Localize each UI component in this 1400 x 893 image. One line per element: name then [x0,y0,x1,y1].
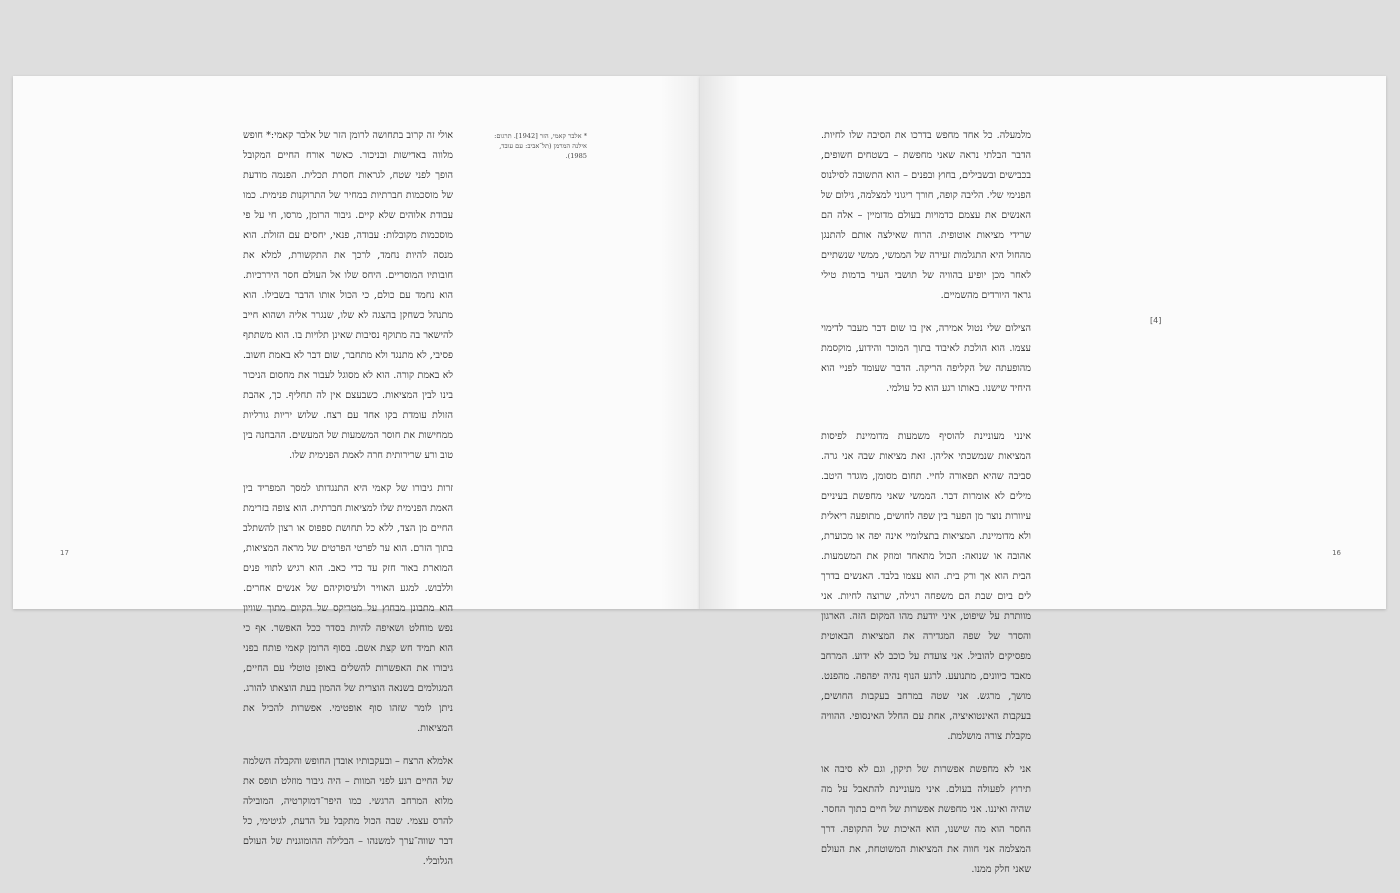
book-spread [13,76,1386,875]
paragraph: מלמעלה. כל אחד מחפש בדרכו את הסיבה שלו לחיות. הדבר הבלתי נראה שאני מחפשת – בשטחים חשופים, בכבישים ובשבילים, בחוץ ובפנים – הוא התשובה לסילנוס הפנימי שלי. הליבה קופה, חורך ריגוני למצלמה, גילום של האנשים את עצמם כדמויות בעולם מדומיין – אלה הם שרידי מציאות אוטופית. הרוח שאילצה אותם להתנגן מהחול היא התגלמות זעירה של הממשי, ממשי שנשתיים לאחר מכן יופיע בהוויה של תושבי העיר בדמות טילי גראד היורדים מהשמיים. [821,130,1031,301]
gutter-shadow [700,76,740,609]
paragraph: זרות גיבורו של קאמי היא התנגדותו למסך המפריד בין האמת הפנימית שלו למציאות חברתית. הוא צופה בזרימת החיים מן הצד, ללא כל תחושת ספפוס או רצון להשתלב בתוך הזרם. הוא ער לפרטי הפרטים של מראה המציאות, המוארת באור חזק עד כדי כאב. הוא רגיש לתווי פנים וללבוש. למגע האוויר ולעיסוקיהם של אנשים אחרים. הוא מתבונן מבחוץ על מטריקס של הקיום מתוך שוויון נפש מוחלט ושאיפה להיות בסדר ככל האפשר. אף כי הוא תמיד חש קצת אשם. בסוף הרומן קאמי פותח בפני גיבורו את האפשרות להשלים באופן טוטלי עם החיים, המגולמים בשנאה הוצרית של ההמון בעת הוצאתו להורג. ניתן לומר שזהו סוף אופטימי. אפשרות להכיל את המציאות. [242,483,453,734]
paragraph: אולי זה קרוב בתחושה לרומן הזר של אלבר קאמי:* חופש מלווה באדישות ובניכור. כאשר אורח החיים המקובל הופך לפני שטח, לגראות חסרת תכלית. הפנמה מודעת של מוסכמות חברתיות במחיר של התרוקנות פנימית. כמו עבודת אלוהים שלא קיים. גיבור הרומן, מרסו, חי על פי מוסכמות מקובלות: עבודה, פנאי, יחסים עם הזולת. הוא מנסה להיות נחמד, לרכך את התקשורת, למלא את חובותיו המוסריים. היחס שלו אל העולם חסר היררכיות. הוא נחמד עם כולם, כי הכול אותו הדבר בשבילו. הוא מתנהל כשחקן בהצגה לא שלו, שנגרר אליה ושהוא חייב להישאר בה מתוקף נסיבות שאינן תלויות בו. הוא משתתף פסיבי, לא מתנגד ולא מתחבר, שום דבר לא באמת חשוב. לא באמת קורה. הוא לא מסוגל לעבור את מחסום הניכור בינו לבין המציאות. כשבעצם אין לה תחליף. כך, אהבת הזולת עומדת בקו אחד עם רצח. שלוש יריות גורליות ממחישות את חוסר המשמעות של המעשים. ההבחנה בין טוב ורע שרירותית חרה לאמת הפנימית שלו. [243,130,453,461]
gutter-shadow [660,76,700,609]
footnote: * אלבר קאמי, הזר [1942]. תרגום: אילנה המרמן (תל־אביב: עם עובד, 1985). [494,132,587,160]
paragraph: אינני מעוניינת להוסיף משמעות מדומיינת לפיסות המציאות שנמשכתי אליהן. זאת מציאות שבה אני גרה. סביבה שהיא תפאורה לחיי. תחום מסומן, מוגדר היטב. מילים לא אומרות דבר. הממשי שאני מחפשת בעיניים עיוורות נוצר מן הפער בין שפה לחושים, מתופעה ריאלית ולא מדומיינת. המציאות בתצלומיי אינה יפה או מכוערת, אהובה או שנואה: הכול מתאחד ומוזק את המשמעות. הבית הוא אך ורק בית. הוא עצמו בלבד. האנשים בדרך לים ביום שבת הם משפחה רגילה, שרוצה לחיות. אני מוותרת על שיפוט, איני יודעת מהו המקום הזה. הארגון והסדר של שפה המגדירה את המציאות הבאוטית מפסיקים להוביל. אני צועדת על כוכב לא ידוע. המרחב מאבד כיוונים, מתנועע. לרגע הנוף נהיה יפהפה. מהפנט. מושך, מרגש. אני שטה במרחב בעקבות החושים, בעקבות האינטואיציה, אחת עם החלל האינסופי. ההוויה מקבלת צורה מושלמת. [821,431,1031,742]
paragraph: אני לא מחפשת אפשרות של תיקון, וגם לא סיבה או תירוץ לפעולה בעולם. איני מעוניינת להתאבל על מה שהיה ואיננו. אני מחפשת אפשרות של חיים בתוך החסר. החסר הוא מה שישנו, הוא האיכות של התקופה. דרך המצלמה אני חווה את המציאות המשוטחת, את העולם שאני חלק ממנו. [821,764,1031,875]
page-number: 16 [1332,549,1341,557]
right-page [700,76,1386,875]
page-number: 17 [60,549,69,557]
paragraph: הצילום שלי נטול אמירה, אין בו שום דבר מעבר לדימוי עצמו. הוא הולכת לאיבוד בתוך המוכר והידוע, מוקסמת מהופעתה של הקליפה הריקה. הדבר שעומד לפניי הוא היחיד שישנו. באותו רגע הוא כל עולמי. [821,323,1031,394]
right-text-column [821,126,1031,893]
left-page [13,76,700,867]
left-text-column [243,126,453,885]
paragraph: אלמלא הרצח – ובעקבותיו אובדן החופש והקבלה השלמה של החיים רגע לפני המוות – היה גיבור מוזלט תופס את מלוא המרחב הרגשי. כמו היפר־דמוקרטיה, המובילה להרס עצמי. שבה הכול מתקבל על הדעת, לגיטימי, כל דבר שווה־ערך למשנהו – הבלילה ההומוגנית של העולם הגלובלי. [243,756,453,867]
section-marker: [4] [1150,316,1162,325]
